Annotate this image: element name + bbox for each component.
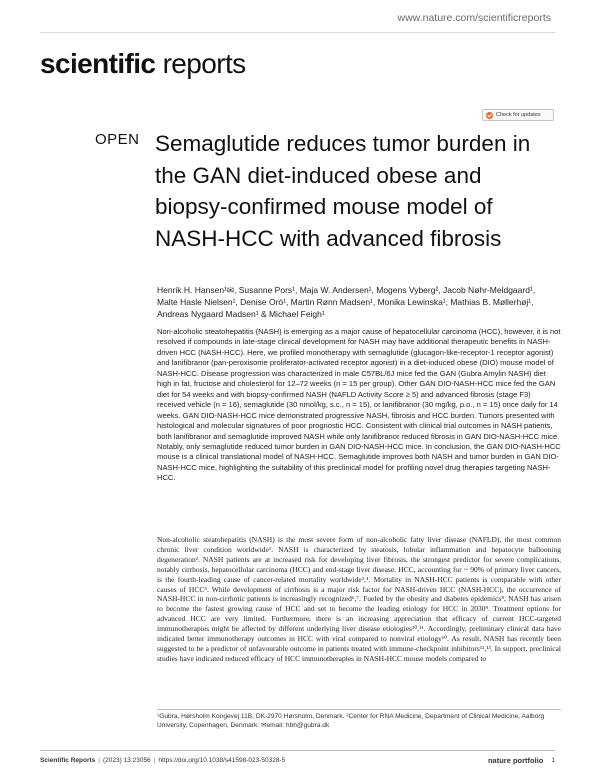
footer-journal: Scientific Reports [40,757,96,764]
article-title: Semaglutide reduces tumor burden in the GAN diet-induced obese and biopsy-confirmed mouse model of NASH-HCC with advanced fibrosis [155,131,531,251]
footer-divider [40,750,555,751]
footer-separator: | [98,757,100,764]
check-for-updates-button[interactable] [482,109,554,121]
footnote-divider [157,709,561,710]
author-list: Henrik H. Hansen¹✉, Susanne Pors¹, Maja W. Andersen¹, Mogens Vyberg², Jacob Nøhr-Meldgaard¹, Malte Hasle Nielsen¹, Denise Oró¹, Martin Rønn Madsen¹, Monika Lewinska¹, Mathias B. Møllerhøj¹, Andreas Nygaard Madsen¹ & Michael Feigh¹ [157,285,536,320]
open-access-label: OPEN [95,131,140,148]
page-footer [40,756,555,765]
body-text: Non-alcoholic steatohepatitis (NASH) is the most severe form of non-alcoholic fatty liver disease (NAFLD), the most common chronic liver condition worldwide¹. NASH is characterized by steatosis, lobular inflammation and hepatocyte ballooning degeneration². NASH patients are at increased risk for developing liver fibrosis, the strongest predictor for severe complications, notably cirrhosis, hepatocellular carcinoma (HCC) and end-stage liver disease. HCC, accounting for ~ 90% of primary liver cancers, is the fourth-leading cause of cancer-related mortality worldwide³,⁴. Mortality in NASH-HCC patients is comparable with other causes of HCC⁵. While development of cirrhosis is a major risk factor for NASH-driven HCC (NASH-HCC), the occurrence of NASH-HCC in non-cirrhotic patients is increasingly recognized⁶,⁷. Fueled by the obesity and diabetes epidemics⁸, NASH has arisen to become the fastest growing cause of HCC and set to become the leading etiology for HCC in 2030⁹. Treatment options for advanced HCC are very limited. Furthermore, there is an increasing appreciation that efficacy of current HCC-targeted immunotherapies might be affected by different underlying liver disease etiologies¹⁰,¹¹. Accordingly, preliminary clinical data have indicated better immunotherapy outcomes in HCC with viral compared to nonviral etiology¹⁰. As result, NASH has recently been suggested to be a predictor of unfavourable outcome in patients treated with immune-checkpoint inhibitors¹²,¹³. In support, preclinical studies have indicated reduced efficacy of HCC immunotherapies in NASH-HCC mouse models compared to [157,535,561,663]
affiliations-footnote: ¹Gubra, Hørsholm Kongevej 11B, DK-2970 Hørsholm, Denmark. ²Center for RNA Medicine, Department of Clinical Medicine, Aalborg University, Copenhagen, Denmark. ✉email: hbh@gubra.dk [157,713,545,730]
footer-separator: | [153,757,156,764]
journal-name-bold: scientific [40,48,156,79]
footer-citation: (2023) 13:23056 [102,757,151,764]
footer-doi-link[interactable]: https://doi.org/10.1038/s41598-023-50328-5 [158,757,286,764]
check-updates-label: Check for updates [496,112,541,118]
journal-name-light: reports [162,48,246,79]
page-number: 1 [551,757,555,764]
abstract: Non-alcoholic steatohepatitis (NASH) is emerging as a major cause of hepatocellular carcinoma (HCC), however, it is not resolved if compounds in late-stage clinical development for NASH may have additional therapeutic benefits in NASH-driven HCC (NASH-HCC). Here, we profiled monotherapy with semaglutide (glucagon-like-receptor-1 receptor agonist) and lanifibranor (pan-peroxisome proliferator-activated receptor agonist) in a diet-induced obese (DIO) mouse model of NASH-HCC. Disease progression was characterized in male C57BL/6J mice fed the GAN (Gubra Amylin NASH) diet high in fat, fructose and cholesterol for 12–72 weeks (n = 15 per group). Other GAN DIO-NASH-HCC mice fed the GAN diet for 54 weeks and with biopsy-confirmed NASH (NAFLD Activity Score ≥ 5) and advanced fibrosis (stage F3) received vehicle (n = 16), semaglutide (30 nmol/kg, s.c., n = 15), or lanifibranor (30 mg/kg, p.o., n = 15) once daily for 14 weeks. GAN DIO-NASH-HCC mice demonstrated progressive NASH, fibrosis and HCC burden. Tumors presented with histological and molecular signatures of poor prognostic HCC. Consistent with clinical trial outcomes in NASH patients, both lanifibranor and semaglutide improved NASH while only lanifibranor reduced fibrosis in GAN DIO-NASH-HCC mice. Notably, only semaglutide reduced tumor burden in GAN DIO-NASH-HCC mice. In conclusion, the GAN DIO-NASH-HCC mouse is a clinical translational model of NASH-HCC. Semaglutide improves both NASH and tumor burden in GAN DIO-NASH-HCC mice, highlighting the suitability of this preclinical model for profiling novel drug therapies targeting NASH-HCC. [157,327,561,483]
journal-logo [40,48,246,80]
publisher-logo: nature portfolio [487,756,544,765]
journal-url[interactable]: www.nature.com/scientificreports [397,12,551,24]
check-updates-icon [486,112,493,119]
header-divider [40,32,555,33]
